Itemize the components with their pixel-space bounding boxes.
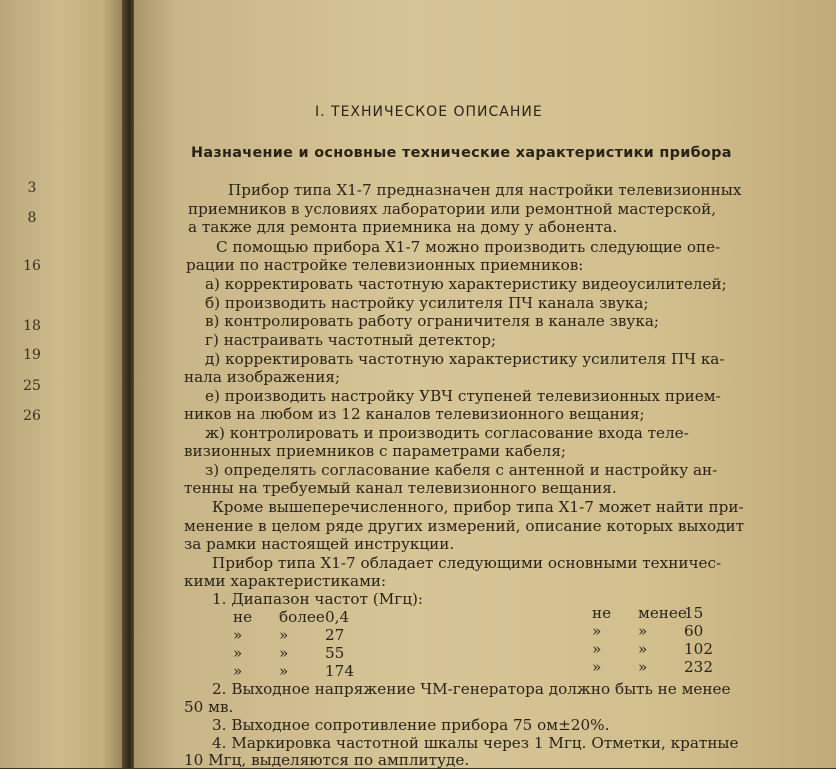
range-high-row [592,640,713,658]
range-value: 102 [684,640,713,658]
page-number: 8 [27,210,37,226]
body-line: рации по настройке телевизионных приемников: [186,256,584,274]
body-line: Прибор типа Х1-7 обладает следующими основными техничес- [212,554,722,572]
body-line: Прибор типа Х1-7 предназначен для настройки телевизионных [228,181,742,199]
body-line: а также для ремонта приемника на дому у абонента. [188,218,618,236]
subsection-heading: Назначение и основные технические характеристики прибора [191,145,732,161]
range-high-row [592,604,703,622]
range-value: 0,4 [325,608,350,626]
spec-line: 50 мв. [184,698,234,716]
range-key: » [638,640,648,658]
left-page [0,0,128,768]
spec-line: 2. Выходное напряжение ЧМ-генератора должно быть не менее [212,680,731,698]
page-number: 16 [23,258,41,274]
list-item: ников на любом из 12 каналов телевизионного вещания; [184,405,645,423]
range-high-row [592,658,713,676]
page-number: 26 [23,408,41,424]
list-item: б) производить настройку усилителя ПЧ канала звука; [205,294,649,312]
range-key: » [592,622,602,640]
range-key: » [233,626,243,644]
list-item: тенны на требуемый канал телевизионного вещания. [184,479,617,497]
range-key: » [592,658,602,676]
range-value: 27 [325,626,345,644]
body-line: за рамки настоящей инструкции. [184,535,455,553]
range-key: менее [638,604,687,622]
range-low-row [233,662,354,680]
page-number: 19 [23,347,41,363]
body-line: С помощью прибора Х1-7 можно производить следующие опе- [216,238,721,256]
list-item: г) настраивать частотный детектор; [205,331,497,349]
range-key: » [638,658,648,676]
range-key: не [592,604,612,622]
range-value: 232 [684,658,713,676]
list-item: з) определять согласование кабеля с антенной и настройку ан- [205,461,718,479]
range-high-row [592,622,703,640]
body-line: кими характеристиками: [184,572,387,590]
list-item: в) контролировать работу ограничителя в канале звука; [205,312,660,330]
range-low-row [233,608,349,626]
spec-line: 4. Маркировка частотной шкалы через 1 Мгц. Отметки, кратные [212,734,739,752]
spec-line: 10 Мгц, выделяются по амплитуде. [184,751,470,769]
page-number: 18 [23,318,41,334]
range-key: » [279,626,289,644]
range-value: 55 [325,644,345,662]
spec-heading: 1. Диапазон частот (Мгц): [212,590,424,608]
range-value: 15 [684,604,704,622]
range-key: » [638,622,648,640]
list-item: е) производить настройку УВЧ ступеней телевизионных прием- [205,387,721,405]
list-item: д) корректировать частотную характеристику усилителя ПЧ ка- [205,350,725,368]
range-key: не [233,608,253,626]
section-heading: I. ТЕХНИЧЕСКОЕ ОПИСАНИЕ [315,104,543,120]
list-item: нала изображения; [184,368,341,386]
body-line: приемников в условиях лаборатории или ремонтной мастерской, [188,200,717,218]
range-key: » [279,644,289,662]
list-item: а) корректировать частотную характеристику видеоусилителей; [205,275,727,293]
range-key: » [233,644,243,662]
page-number: 3 [27,180,37,196]
range-value: 60 [684,622,704,640]
page-number: 25 [23,378,41,394]
range-low-row [233,626,344,644]
range-value: 174 [325,662,354,680]
range-low-row [233,644,344,662]
spec-line: 3. Выходное сопротивление прибора 75 ом±20%. [212,716,610,734]
range-key: » [279,662,289,680]
body-line: менение в целом ряде других измерений, описание которых выходит [184,517,745,535]
list-item: ж) контролировать и производить согласование входа теле- [205,424,689,442]
range-key: » [233,662,243,680]
list-item: визионных приемников с параметрами кабеля; [184,442,567,460]
range-key: » [592,640,602,658]
body-line: Кроме вышеперечисленного, прибор типа Х1-7 может найти при- [212,498,744,516]
range-key: более [279,608,325,626]
